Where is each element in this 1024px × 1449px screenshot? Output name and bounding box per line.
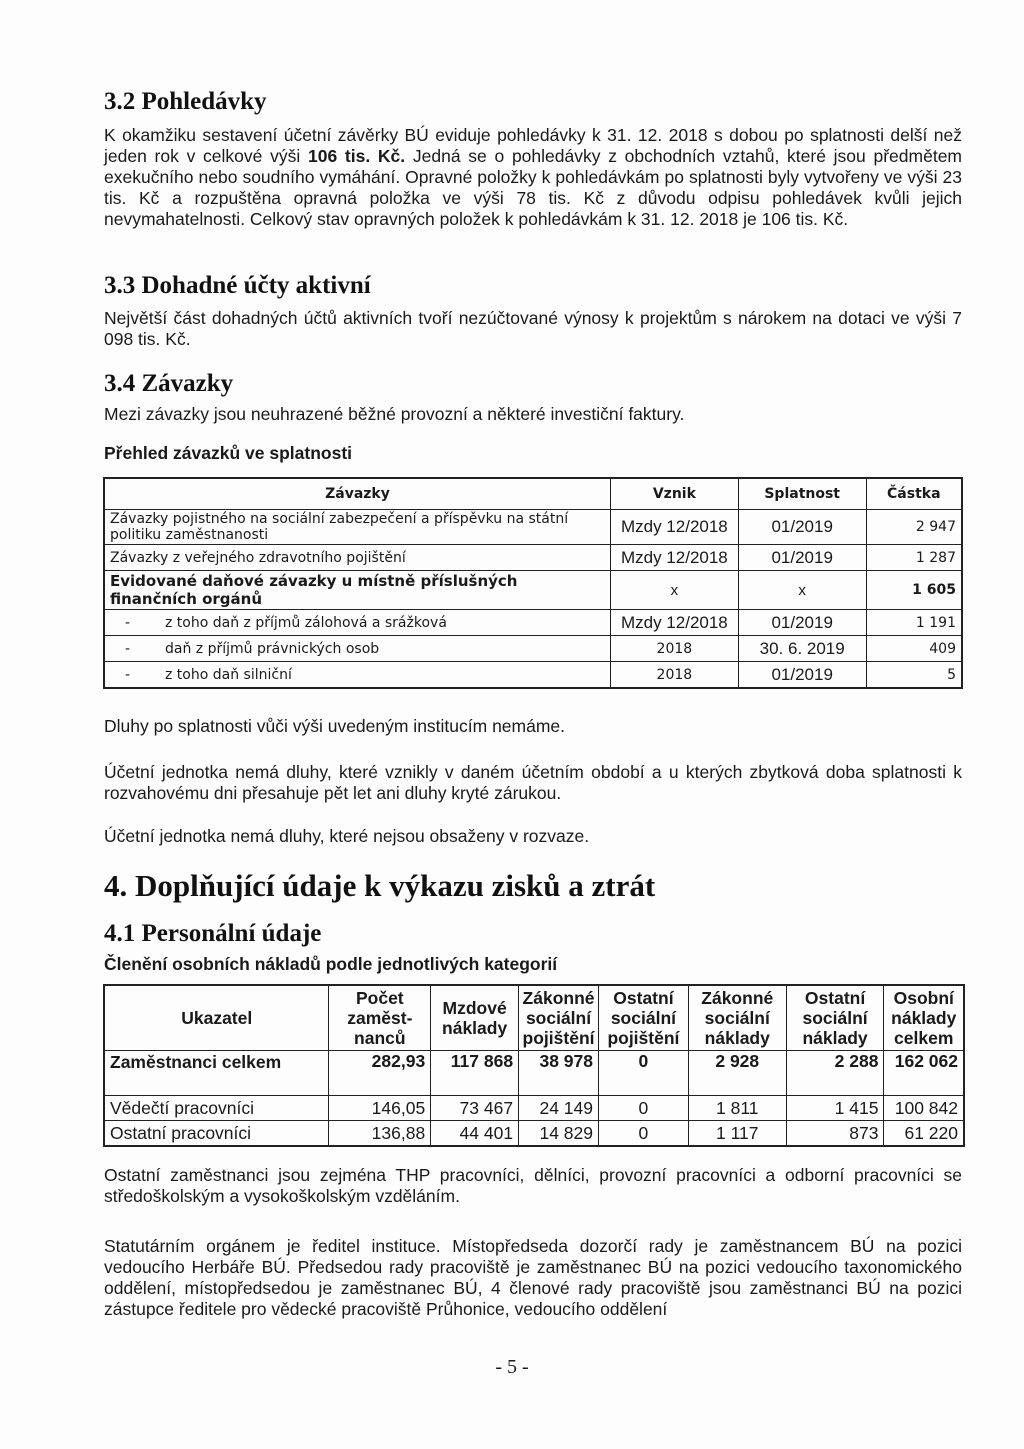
table-row — [104, 1051, 964, 1096]
text-span: Jedná se o pohledávky z obchodních vztahů, které jsou předmětem exekučního nebo soudního vymáhání. Opravné položky k pohledávkám po splatnosti byly vytvořeny ve výši 23 tis. Kč a rozpuštěna opravná položka ve výši 78 tis. Kč z důvodu odpisu pohledávek kvůli jejich nevymahatelnosti. Celkový stav opravných položek k pohledávkám k 31. 12. 2018 je 106 tis. Kč. — [104, 146, 962, 229]
table-row — [104, 545, 962, 571]
header-cell: Osobní náklady celkem — [884, 985, 964, 1051]
paragraph-overdue-debts: Dluhy po splatnosti vůči výši uvedeným institucím nemáme. — [104, 716, 566, 736]
header-cell: Zákonné sociální náklady — [688, 985, 786, 1051]
cell-value: 0 — [599, 1121, 689, 1147]
row-label-text: z toho daň z příjmů zálohová a srážková — [165, 614, 447, 631]
liabilities-table — [103, 477, 963, 689]
row-label-text: daň z příjmů právnických osob — [165, 640, 380, 657]
dash-marker: - — [125, 614, 131, 631]
cell-splatnost: 01/2019 — [738, 610, 866, 636]
header-cell: Ostatní sociální náklady — [786, 985, 884, 1051]
cell-value: 44 401 — [431, 1121, 519, 1147]
cell-vznik: 2018 — [610, 662, 738, 689]
cell-value: 0 — [599, 1096, 689, 1121]
section-heading-3-4: 3.4 Závazky — [104, 370, 234, 397]
cell-splatnost: 01/2019 — [738, 510, 866, 545]
cell-splatnost: 01/2019 — [738, 545, 866, 571]
paragraph-estimated-accounts: Největší část dohadných účtů aktivních tvoří nezúčtované výnosy k projektům s nárokem na dotaci ve výši 7 098 tis. Kč. — [104, 308, 962, 349]
cell-value: 136,88 — [329, 1121, 431, 1147]
cell-castka: 2 947 — [866, 510, 962, 545]
row-label: Závazky z veřejného zdravotního pojištění — [104, 545, 610, 571]
section-heading-4-1: 4.1 Personální údaje — [104, 920, 322, 947]
row-label: Vědečtí pracovníci — [104, 1096, 329, 1121]
cell-value: 0 — [599, 1051, 689, 1096]
table-row — [104, 1096, 964, 1121]
cell-value: 1 117 — [688, 1121, 786, 1147]
dash-marker: - — [125, 640, 131, 657]
header-cell: Částka — [866, 478, 962, 510]
row-label: Závazky pojistného na sociální zabezpečení a příspěvku na státní politiku zaměstnanosti — [104, 510, 610, 545]
personnel-table-title: Členění osobních nákladů podle jednotlivých kategorií — [104, 954, 558, 974]
cell-castka: 5 — [866, 662, 962, 689]
cell-vznik: Mzdy 12/2018 — [610, 610, 738, 636]
cell-vznik: x — [610, 571, 738, 610]
header-cell: Zákonné sociální pojištění — [519, 985, 599, 1051]
cell-value: 162 062 — [884, 1051, 964, 1096]
cell-vznik: Mzdy 12/2018 — [610, 545, 738, 571]
cell-value: 282,93 — [329, 1051, 431, 1096]
cell-vznik: 2018 — [610, 636, 738, 662]
cell-castka: 1 605 — [866, 571, 962, 610]
paragraph-other-employees: Ostatní zaměstnanci jsou zejména THP pracovníci, dělníci, provozní pracovníci a odborní pracovníci se středoškolským a vysokoškolským vzděláním. — [104, 1165, 962, 1206]
cell-value: 61 220 — [884, 1121, 964, 1147]
section-heading-3-3: 3.3 Dohadné účty aktivní — [104, 272, 371, 299]
cell-value: 2 928 — [688, 1051, 786, 1096]
cell-value: 38 978 — [519, 1051, 599, 1096]
header-cell: Ukazatel — [104, 985, 329, 1051]
cell-castka: 1 287 — [866, 545, 962, 571]
cell-value: 14 829 — [519, 1121, 599, 1147]
table-row — [104, 510, 962, 545]
row-label: Ostatní pracovníci — [104, 1121, 329, 1147]
header-cell: Mzdové náklady — [431, 985, 519, 1051]
cell-vznik: Mzdy 12/2018 — [610, 510, 738, 545]
text-span: K okamžiku sestavení účetní závěrky BÚ eviduje pohledávky k 31. 12. 2018 s dobou po splatnosti delší než jeden rok v celkové výši — [104, 125, 962, 166]
header-cell: Počet zaměst-nanců — [329, 985, 431, 1051]
cell-value: 1 415 — [786, 1096, 884, 1121]
personnel-costs-table — [103, 984, 965, 1147]
cell-castka: 409 — [866, 636, 962, 662]
cell-value: 24 149 — [519, 1096, 599, 1121]
table-header-row — [104, 985, 964, 1051]
cell-value: 2 288 — [786, 1051, 884, 1096]
cell-value: 1 811 — [688, 1096, 786, 1121]
cell-castka: 1 191 — [866, 610, 962, 636]
paragraph-off-balance-debts: Účetní jednotka nemá dluhy, které nejsou obsaženy v rozvaze. — [104, 826, 590, 846]
chapter-heading-4: 4. Doplňující údaje k výkazu zisků a ztrát — [104, 868, 656, 903]
dash-marker: - — [125, 666, 131, 683]
table-row — [104, 636, 962, 662]
cell-value: 73 467 — [431, 1096, 519, 1121]
header-cell: Ostatní sociální pojištění — [599, 985, 689, 1051]
paragraph-receivables — [104, 125, 962, 230]
row-label: Evidované daňové závazky u místně příslušných finančních orgánů — [104, 571, 610, 610]
cell-splatnost: x — [738, 571, 866, 610]
cell-splatnost: 30. 6. 2019 — [738, 636, 866, 662]
header-cell: Vznik — [610, 478, 738, 510]
table-header-row — [104, 478, 962, 510]
page-number: - 5 - — [495, 1356, 529, 1378]
paragraph-liabilities: Mezi závazky jsou neuhrazené běžné provozní a některé investiční faktury. — [104, 404, 685, 424]
paragraph-statutory-body: Statutárním orgánem je ředitel instituce. Místopředseda dozorčí rady je zaměstnancem BÚ na pozici vedoucího Herbáře BÚ. Předsedou rady pracoviště je zaměstnanec BÚ na pozici vedoucího taxonomického oddělení, místopředsedou je zaměstnanec BÚ, 4 členové rady pracoviště jsou zaměstnanci BÚ na pozici zástupce ředitele pro vědecké pracoviště Průhonice, vedoucího oddělení — [104, 1236, 962, 1319]
cell-splatnost: 01/2019 — [738, 662, 866, 689]
row-label: Zaměstnanci celkem — [104, 1051, 329, 1096]
row-label — [104, 662, 610, 689]
cell-value: 117 868 — [431, 1051, 519, 1096]
table-row — [104, 662, 962, 689]
header-cell: Splatnost — [738, 478, 866, 510]
row-label — [104, 636, 610, 662]
section-heading-3-2: 3.2 Pohledávky — [104, 88, 267, 115]
cell-value: 873 — [786, 1121, 884, 1147]
bold-amount: 106 tis. Kč. — [307, 146, 406, 166]
table-row — [104, 610, 962, 636]
table-row — [104, 1121, 964, 1147]
cell-value: 100 842 — [884, 1096, 964, 1121]
header-cell: Závazky — [104, 478, 610, 510]
liabilities-table-title: Přehled závazků ve splatnosti — [104, 443, 353, 463]
paragraph-long-term-debts: Účetní jednotka nemá dluhy, které vznikly v daném účetním období a u kterých zbytková doba splatnosti k rozvahovému dni přesahuje pět let ani dluhy kryté zárukou. — [104, 762, 962, 803]
table-row — [104, 571, 962, 610]
row-label-text: z toho daň silniční — [165, 666, 292, 683]
cell-value: 146,05 — [329, 1096, 431, 1121]
row-label — [104, 610, 610, 636]
